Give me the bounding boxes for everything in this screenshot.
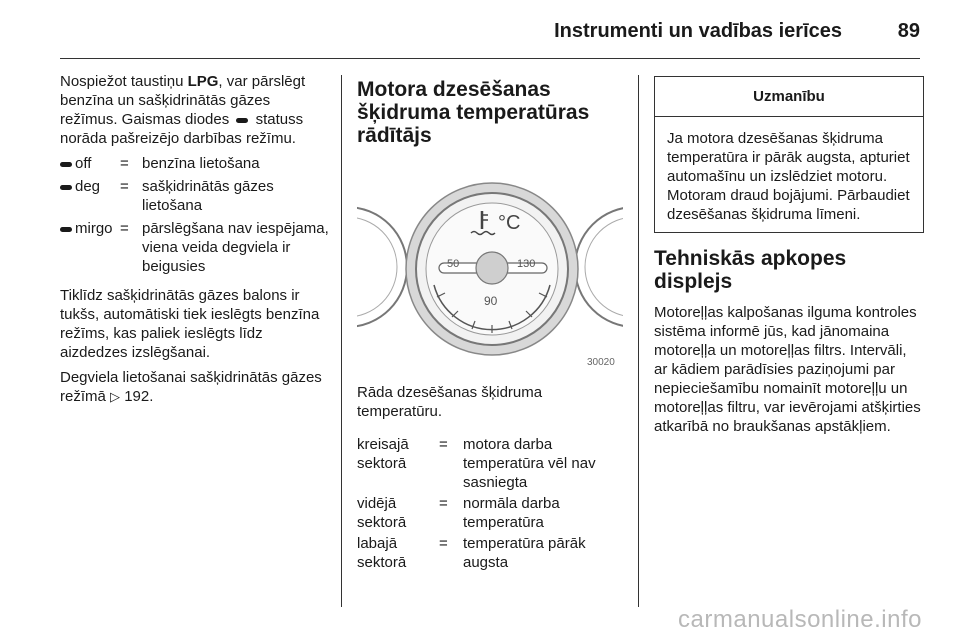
led-indicator-icon (236, 118, 248, 123)
sector-definitions (357, 435, 623, 572)
watermark-text: carmanualsonline.info (678, 606, 922, 633)
indicator-list (60, 154, 330, 276)
definition-row: kreisajā sektorā = motora darba temperatūra vēl nav sasniegta (357, 436, 596, 491)
definition-row: vidējā sektorā = normāla darba temperatūra (357, 495, 560, 531)
led-indicator-icon (60, 227, 72, 232)
page-reference-icon: ▷ (110, 389, 121, 404)
gauge-label-low: 50 (447, 258, 460, 270)
gauge-caption: Rāda dzesēšanas šķidruma temperatūru. (357, 384, 543, 420)
column-left (60, 72, 330, 412)
column-middle (357, 72, 623, 574)
gauge-label-high: 130 (517, 258, 536, 270)
indicator-row-mirgo: mirgo = pārslēgšana nav iespējama, viena veida degviela ir beigusies (60, 219, 330, 276)
indicator-row-deg: deg = sašķidrinātās gāzes lietošana (60, 177, 330, 215)
column-divider-2 (638, 75, 639, 607)
indicator-row-off: off = benzīna lietošana (60, 154, 330, 173)
definition-row: labajā sektorā = temperatūra pārāk augsta (357, 535, 586, 571)
warning-box (654, 76, 924, 233)
header-title: Instrumenti un vadības ierīces (554, 20, 842, 42)
column-divider-1 (341, 75, 342, 607)
warning-title: Uzmanību (655, 77, 923, 117)
gauge-unit-label: °C (498, 212, 521, 234)
service-paragraph: Motoreļļas kalpošanas ilguma kontroles sistēma informē jūs, kad jānomaina motoreļļa un motoreļļas filtrs. Intervāli, ar kādiem parādīsies paziņojumi par nepieciešamību nomainīt motoreļļu un motoreļļas filtru, var ievērojami atšķirties atkarībā no braukšanas apstākļiem. (654, 304, 921, 435)
page-reference-link[interactable]: 192. (124, 388, 154, 405)
column-right (654, 72, 924, 442)
section-heading-coolant: Motora dzesēšanas šķidruma temperatūras rādītājs (357, 78, 590, 147)
gauge-label-mid: 90 (484, 294, 498, 308)
image-code: 30020 (587, 357, 615, 368)
section-heading-service: Tehniskās apkopes displejs (654, 247, 847, 293)
warning-body: Ja motora dzesēšanas šķidruma temperatūra ir pārāk augsta, apturiet automašīnu un izslēdziet motoru. Motoram draud bojājumi. Pārbaudiet dzesēšanas šķidruma līmeni. (667, 130, 910, 223)
lpg-key-label: LPG (187, 73, 219, 90)
header-rule (60, 58, 920, 59)
fuel-ref-paragraph: Degviela lietošanai sašķidrinātās gāzes režīmā ▷ 192. (60, 369, 322, 405)
auto-switch-paragraph: Tiklīdz sašķidrinātās gāzes balons ir tukšs, automātiski tiek ieslēgts benzīna režīms, kas paliek ieslēgts līdz aizdedzes izslēgšanai. (60, 287, 320, 361)
led-indicator-icon (60, 162, 72, 167)
led-indicator-icon (60, 185, 72, 190)
page-number: 89 (897, 20, 920, 42)
coolant-gauge-image (357, 157, 623, 371)
intro-paragraph: Nospiežot taustiņu LPG, var pārslēgt benzīna un sašķidrinātās gāzes režīmus. Gaismas diodes statuss norāda pašreizējo darbības režīmu. (60, 73, 306, 147)
